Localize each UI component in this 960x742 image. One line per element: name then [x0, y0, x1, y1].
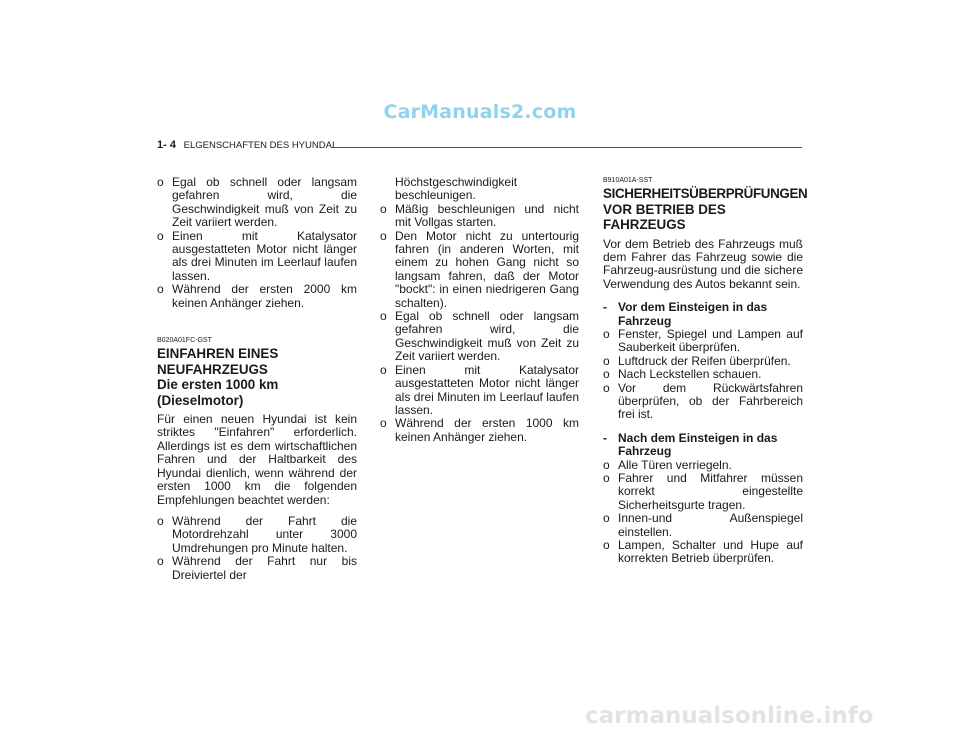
watermark-bottom-logo: carmanualsonline.info — [585, 703, 874, 729]
list-item: o Während der Fahrt nur bis Dreiviertel der — [157, 554, 357, 582]
list-item: o Alle Türen verriegeln. — [603, 457, 732, 472]
subheading: - Nach dem Einsteigen in das Fahrzeug — [603, 430, 778, 459]
list-item: o Egal ob schnell oder langsam gefahren wird, die Geschwindigkeit muß von Zeit zu Zeit variiert werden. — [380, 309, 579, 364]
list-item: o Lampen, Schalter und Hupe auf korrekten Betrieb überprüfen. — [603, 538, 803, 566]
page-number: 1- 4 — [157, 139, 176, 151]
watermark-top-logo: CarManuals2.com — [383, 101, 577, 123]
column-2 — [380, 176, 579, 444]
section-code: B910A01A-SST — [603, 177, 653, 184]
list-item: o Innen-und Außenspiegel einstellen. — [603, 511, 803, 539]
page-header — [157, 139, 335, 151]
list-item: o Während der ersten 2000 km keinen Anhänger ziehen. — [157, 282, 357, 310]
list-item: o Einen mit Katalysator ausgestatteten Motor nicht länger als drei Minuten im Leerlauf laufen lassen. — [380, 362, 579, 417]
intro-paragraph: Für einen neuen Hyundai ist kein striktes "Einfahren" erforderlich. Allerdings ist es dem wirtschaftlichen Fahren und der Haltbarkeit des Hyundai dienlich, wenn während der ersten 1000 km die folgenden Empfehlungen beachtet werden: — [157, 412, 357, 507]
list-item: o Fahrer und Mitfahrer müssen korrekt eingestellte Sicherheitsgurte tragen. — [603, 471, 803, 512]
list-item: o Den Motor nicht zu untertourig fahren (in anderen Worten, mit einem zu hohen Gang nicht so langsam fahren, daß der Motor "bockt": in einen niedrigeren Gang schalten). — [380, 228, 579, 310]
list-item: o Vor dem Rückwärtsfahren überprüfen, ob der Fahrbereich frei ist. — [603, 380, 803, 422]
continued-text: Höchstgeschwindigkeit beschleunigen. — [395, 175, 518, 203]
list-item: o Nach Leckstellen schauen. — [603, 367, 762, 382]
list-item: o Einen mit Katalysator ausgestatteten Motor nicht länger als drei Minuten im Leerlauf laufen lassen. — [157, 228, 357, 283]
section-heading: SICHERHEITSÜBERPRÜFUNGEN VOR BETRIEB DES FAHRZEUGS — [603, 186, 808, 232]
column-3 — [603, 176, 808, 566]
list-item: o Fenster, Spiegel und Lampen auf Sauberkeit überprüfen. — [603, 326, 803, 355]
list-item: o Während der Fahrt die Motordrehzahl unter 3000 Umdrehungen pro Minute halten. — [157, 513, 357, 555]
column-1 — [157, 176, 357, 582]
section-code: B020A01FC-GST — [157, 337, 212, 345]
intro-paragraph: Vor dem Betrieb des Fahrzeugs muß dem Fahrer das Fahrzeug sowie die Fahrzeug-ausrüstung und die sichere Verwendung des Autos bekannt sein. — [603, 236, 803, 291]
section-title: ELGENSCHAFTEN DES HYUNDAI — [183, 140, 335, 151]
subheading: - Vor dem Einsteigen in das Fahrzeug — [603, 300, 768, 328]
list-item: o Egal ob schnell oder langsam gefahren wird, die Geschwindigkeit muß von Zeit zu Zeit variiert werden. — [157, 175, 357, 230]
list-item: o Während der ersten 1000 km keinen Anhänger ziehen. — [380, 416, 579, 444]
header-rule — [331, 147, 802, 148]
section-heading: EINFAHREN EINES NEUFAHRZEUGS Die ersten 1000 km (Dieselmotor) — [157, 346, 279, 408]
list-item: o Mäßig beschleunigen und nicht mit Vollgas starten. — [380, 201, 579, 230]
list-item: o Luftdruck der Reifen überprüfen. — [603, 353, 791, 368]
